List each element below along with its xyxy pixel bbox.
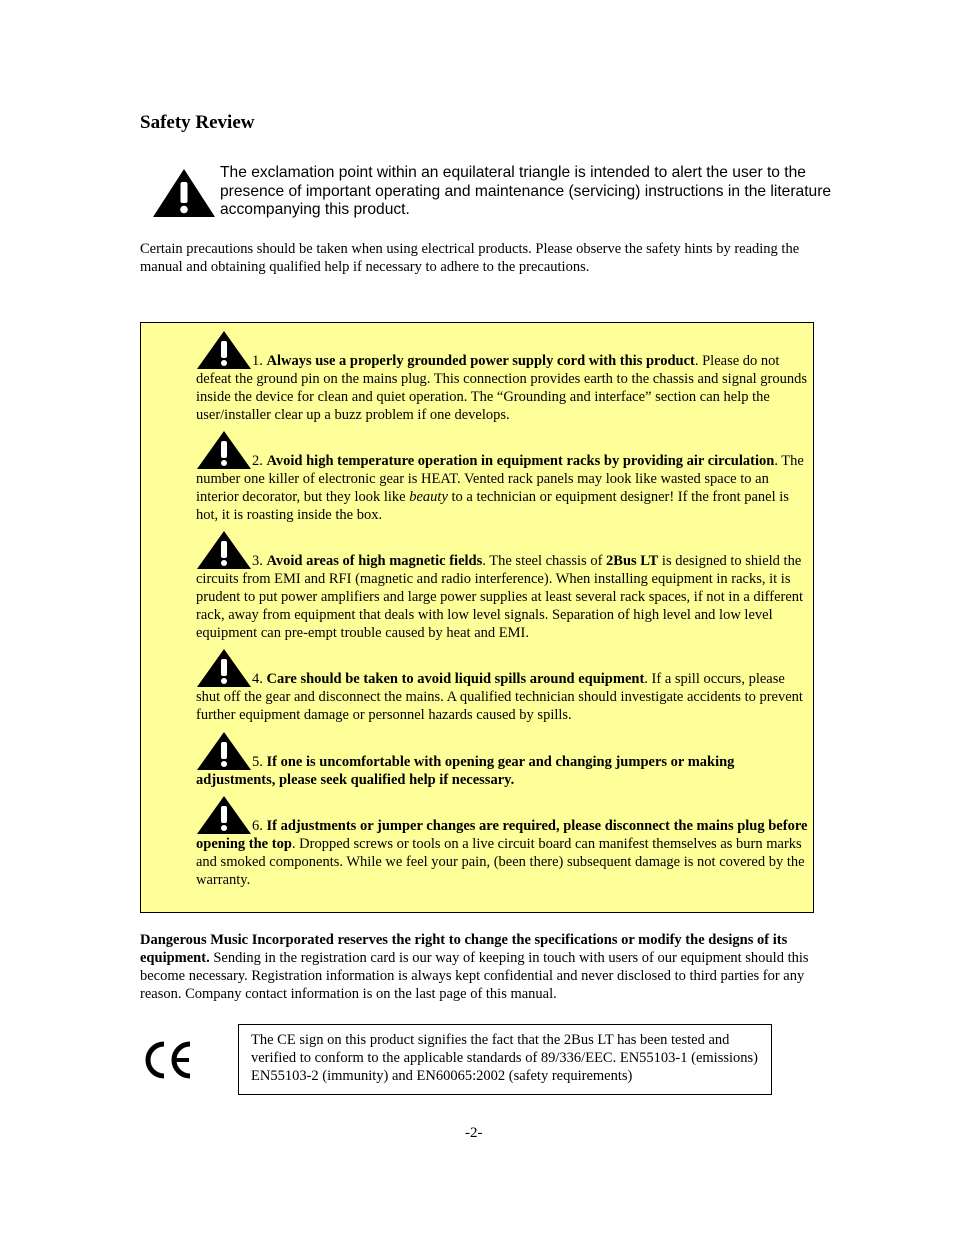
- item-body: . Dropped screws or tools on a live circuit board can manifest themselves as burn marks and smoked components. While we feel your pain, (been there) subsequent damage is not covered by the warranty.: [196, 836, 805, 888]
- item-body: . The number one killer of electronic gear is HEAT. Vented rack panels may look like wasted space to an interior decorator, but they look like: [196, 453, 804, 505]
- item-heading: Avoid high temperature operation in equipment racks by providing air circulation: [266, 453, 775, 469]
- safety-item-3: [196, 530, 809, 642]
- item-heading: Care should be taken to avoid liquid spills around equipment: [266, 671, 645, 687]
- safety-item-5: [196, 731, 809, 789]
- intro-paragraph: Certain precautions should be taken when using electrical products. Please observe the safety hints by reading the manual and obtaining qualified help if necessary to adhere to the precautions.: [140, 241, 800, 275]
- item-heading: If adjustments or jumper changes are required, please disconnect the mains plug before opening the top: [196, 818, 808, 852]
- warning-triangle-icon: [196, 648, 252, 688]
- warning-triangle-icon: [152, 168, 216, 218]
- item-number: 3.: [252, 553, 267, 569]
- safety-item-2: [196, 430, 809, 524]
- safety-item-4: [196, 648, 809, 724]
- warning-triangle-icon: [196, 530, 252, 570]
- safety-item-1: [196, 330, 809, 424]
- warning-triangle-icon: [196, 795, 252, 835]
- page-title: Safety Review: [140, 112, 255, 133]
- item-number: 2.: [252, 453, 267, 469]
- item-emphasis: beauty: [409, 489, 448, 505]
- product-name: 2Bus LT: [606, 553, 659, 569]
- page-number: -2-: [465, 1125, 483, 1141]
- safety-item-6: [196, 795, 809, 889]
- warning-banner: [148, 164, 830, 222]
- ce-statement-box: The CE sign on this product signifies the fact that the 2Bus LT has been tested and verified to conform to the applicable standards of 89/336/EEC. EN55103-1 (emissions) EN55103-2 (immunity) and EN60065:2002 (safety requirements): [238, 1024, 772, 1095]
- item-body: . The steel chassis of: [482, 553, 607, 569]
- warning-banner-text: The exclamation point within an equilateral triangle is intended to alert the user to the presence of important operating and maintenance (servicing) instructions in the literature accompanying this product.: [220, 164, 832, 218]
- item-number: 5.: [252, 754, 267, 770]
- warning-triangle-icon: [196, 330, 252, 370]
- item-body: . Please do not defeat the ground pin on the mains plug. This connection provides earth to the chassis and signal grounds inside the device for clean and quiet operation. The “Grounding and interface” section can help the user/installer clear up a buzz problem if one develops.: [196, 353, 808, 423]
- ce-mark-icon: [142, 1040, 196, 1085]
- safety-items-box: [140, 322, 814, 913]
- disclaimer-body: Sending in the registration card is our way of keeping in touch with users of our equipment should this become necessary. Registration information is always kept confidential and never disclosed to third parties for any reason. Company contact information is on the last page of this manual.: [140, 950, 809, 1002]
- item-heading: Always use a properly grounded power supply cord with this product: [266, 353, 695, 369]
- item-body: . If a spill occurs, please shut off the gear and disconnect the mains. A qualified technician should investigate accidents to prevent further equipment damage or personnel hazards caused by spills.: [196, 671, 803, 723]
- disclaimer-heading: Dangerous Music Incorporated reserves the right to change the specifications or modify the designs of its equipment.: [140, 932, 788, 966]
- warning-triangle-icon: [196, 430, 252, 470]
- item-number: 4.: [252, 671, 267, 687]
- warning-triangle-icon: [196, 731, 252, 771]
- item-number: 1.: [252, 353, 267, 369]
- disclaimer-paragraph: [140, 931, 820, 1003]
- item-body-cont: to a technician or equipment designer! If the front panel is hot, it is roasting inside the box.: [196, 489, 789, 523]
- item-heading: Avoid areas of high magnetic fields: [266, 553, 483, 569]
- item-number: 6.: [252, 818, 267, 834]
- item-heading: If one is uncomfortable with opening gear and changing jumpers or making adjustments, please seek qualified help if necessary.: [196, 754, 735, 788]
- item-body-cont: is designed to shield the circuits from EMI and RFI (magnetic and radio interference). When installing equipment in racks, it is prudent to put power amplifiers and large power supplies at least several rack spaces, if not in a different rack, away from equipment that deals with low level signals. Separation of high level and low level equipment can pre-empt trouble caused by heat and EMI.: [196, 553, 804, 641]
